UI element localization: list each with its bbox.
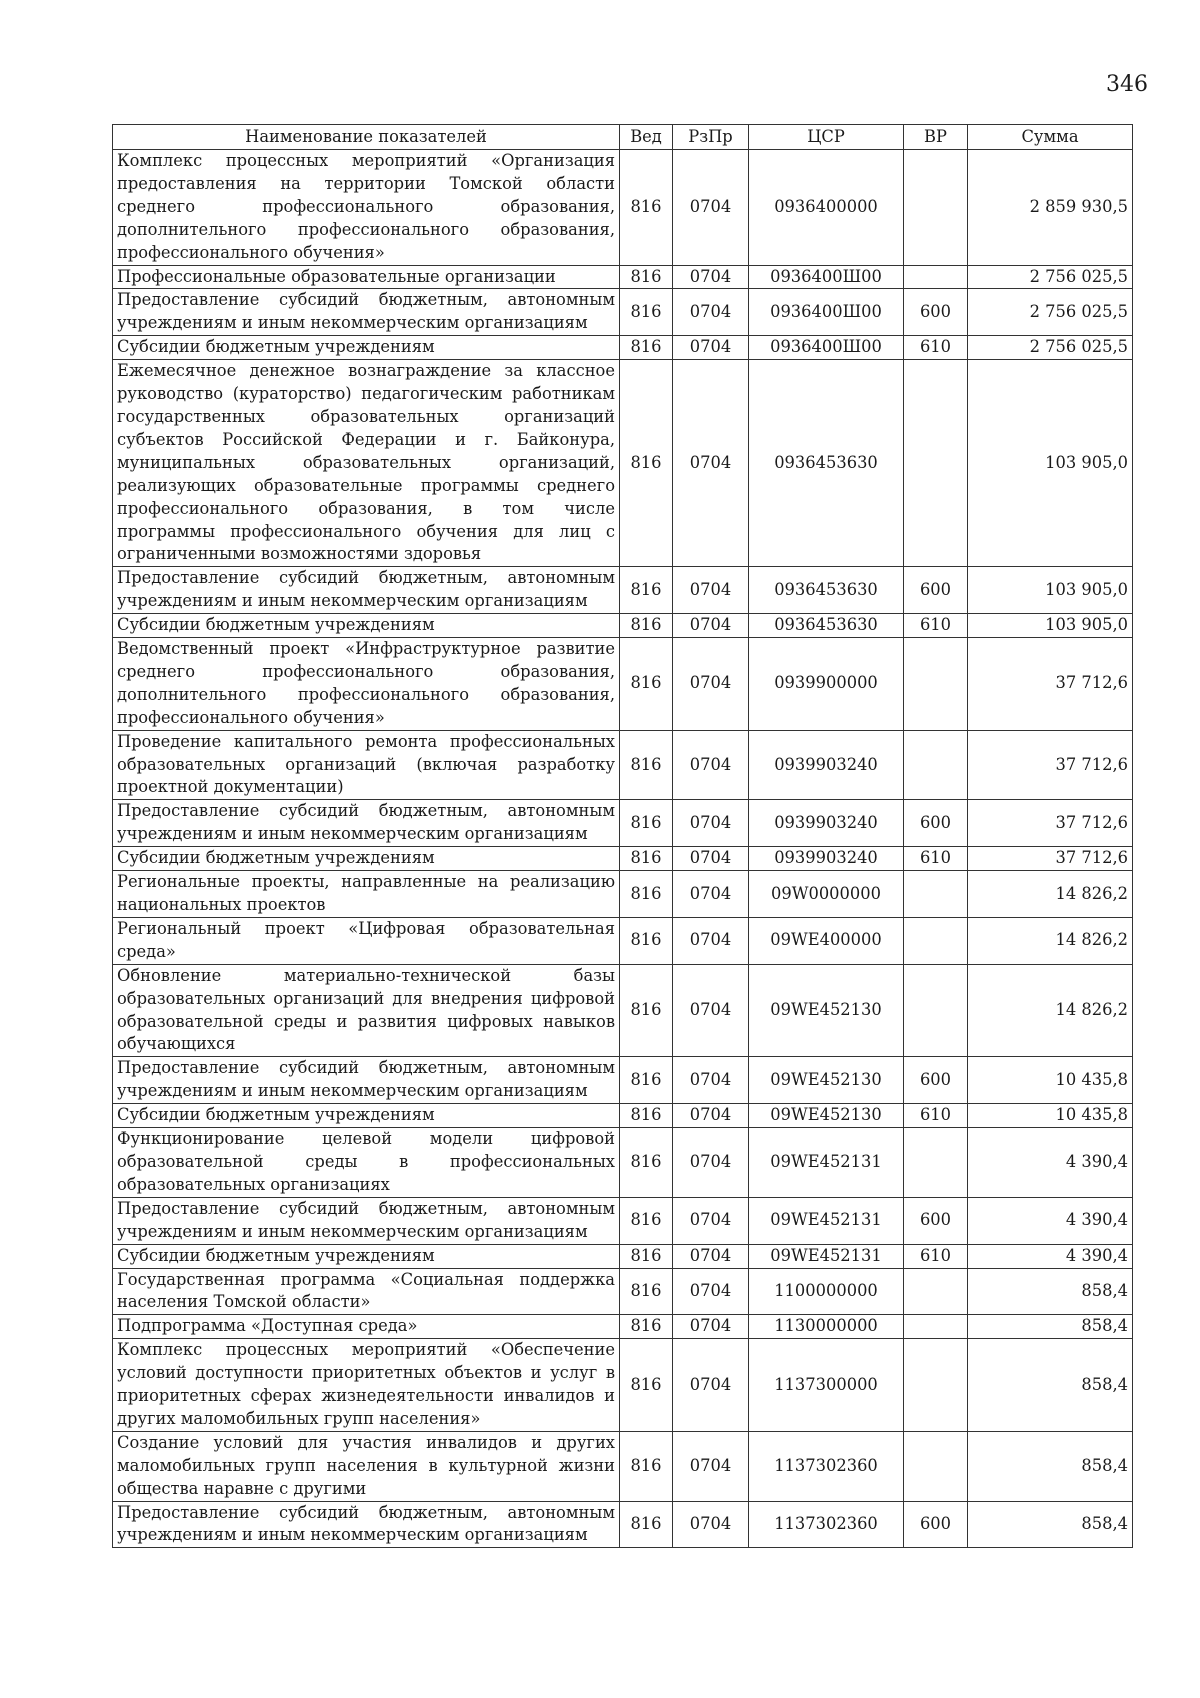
cell-ved: 816: [620, 1128, 673, 1198]
cell-ved: 816: [620, 289, 673, 336]
cell-vr: [904, 1339, 968, 1432]
cell-ved: 816: [620, 1244, 673, 1268]
cell-vr: 610: [904, 336, 968, 360]
cell-csr: 1137302360: [749, 1501, 904, 1548]
cell-vr: [904, 265, 968, 289]
cell-sum: 10 435,8: [968, 1104, 1133, 1128]
cell-rzpr: 0704: [673, 150, 749, 266]
cell-vr: [904, 1431, 968, 1501]
cell-rzpr: 0704: [673, 336, 749, 360]
cell-rzpr: 0704: [673, 964, 749, 1057]
cell-rzpr: 0704: [673, 730, 749, 800]
cell-sum: 103 905,0: [968, 360, 1133, 567]
table-row: [113, 336, 1133, 360]
cell-name: Ежемесячное денежное вознаграждение за классное руководство (кураторство) педагогическим работникам государственных образовательных организаций субъектов Российской Федерации и г. Байконура, муниципальных образовательных организаций, реализующих образовательные программы среднего профессионального образования, в том числе программы профессионального обучения для лиц с ограниченными возможностями здоровья: [113, 360, 620, 567]
table-row: [113, 730, 1133, 800]
cell-csr: 1100000000: [749, 1268, 904, 1315]
cell-vr: [904, 150, 968, 266]
cell-sum: 4 390,4: [968, 1197, 1133, 1244]
table-row: [113, 1244, 1133, 1268]
cell-name: Субсидии бюджетным учреждениям: [113, 614, 620, 638]
cell-sum: 2 756 025,5: [968, 336, 1133, 360]
cell-name: Проведение капитального ремонта профессиональных образовательных организаций (включая разработку проектной документации): [113, 730, 620, 800]
cell-csr: 0936453630: [749, 614, 904, 638]
cell-sum: 858,4: [968, 1315, 1133, 1339]
cell-rzpr: 0704: [673, 800, 749, 847]
table-row: [113, 1315, 1133, 1339]
cell-sum: 2 859 930,5: [968, 150, 1133, 266]
cell-sum: 4 390,4: [968, 1128, 1133, 1198]
cell-sum: 37 712,6: [968, 730, 1133, 800]
cell-vr: [904, 1268, 968, 1315]
cell-vr: [904, 638, 968, 731]
cell-csr: 0936453630: [749, 567, 904, 614]
page-number: 346: [1106, 72, 1148, 97]
cell-rzpr: 0704: [673, 1339, 749, 1432]
cell-sum: 103 905,0: [968, 614, 1133, 638]
cell-sum: 2 756 025,5: [968, 265, 1133, 289]
cell-name: Создание условий для участия инвалидов и других маломобильных групп населения в культурной жизни общества наравне с другими: [113, 1431, 620, 1501]
table-row: [113, 265, 1133, 289]
cell-csr: 1137300000: [749, 1339, 904, 1432]
cell-rzpr: 0704: [673, 1244, 749, 1268]
cell-name: Комплекс процессных мероприятий «Организация предоставления на территории Томской области среднего профессионального образования, дополнительного профессионального образования, профессионального обучения»: [113, 150, 620, 266]
cell-name: Субсидии бюджетным учреждениям: [113, 1244, 620, 1268]
table-row: [113, 567, 1133, 614]
cell-ved: 816: [620, 917, 673, 964]
table-row: [113, 1268, 1133, 1315]
cell-csr: 0939903240: [749, 800, 904, 847]
header-csr: ЦСР: [749, 125, 904, 150]
cell-csr: 09WE452130: [749, 1057, 904, 1104]
cell-name: Комплекс процессных мероприятий «Обеспечение условий доступности приоритетных объектов и услуг в приоритетных сферах жизнедеятельности инвалидов и других маломобильных групп населения»: [113, 1339, 620, 1432]
table-row: [113, 1431, 1133, 1501]
cell-name: Региональный проект «Цифровая образовательная среда»: [113, 917, 620, 964]
cell-vr: 600: [904, 567, 968, 614]
cell-vr: 600: [904, 800, 968, 847]
cell-csr: 0936400000: [749, 150, 904, 266]
budget-table: [112, 124, 1133, 1548]
cell-ved: 816: [620, 150, 673, 266]
cell-vr: 610: [904, 1104, 968, 1128]
cell-rzpr: 0704: [673, 360, 749, 567]
cell-csr: 0939900000: [749, 638, 904, 731]
cell-sum: 858,4: [968, 1339, 1133, 1432]
cell-ved: 816: [620, 1339, 673, 1432]
cell-name: Предоставление субсидий бюджетным, автономным учреждениям и иным некоммерческим организациям: [113, 1057, 620, 1104]
cell-ved: 816: [620, 1197, 673, 1244]
cell-ved: 816: [620, 847, 673, 871]
cell-ved: 816: [620, 1315, 673, 1339]
cell-rzpr: 0704: [673, 1315, 749, 1339]
table-row: [113, 1197, 1133, 1244]
cell-csr: 09WE452130: [749, 1104, 904, 1128]
header-vr: ВР: [904, 125, 968, 150]
cell-sum: 14 826,2: [968, 917, 1133, 964]
cell-ved: 816: [620, 265, 673, 289]
header-ved: Вед: [620, 125, 673, 150]
cell-name: Предоставление субсидий бюджетным, автономным учреждениям и иным некоммерческим организациям: [113, 567, 620, 614]
cell-csr: 09WE452130: [749, 964, 904, 1057]
cell-csr: 0936453630: [749, 360, 904, 567]
cell-vr: 600: [904, 1501, 968, 1548]
cell-vr: 610: [904, 614, 968, 638]
cell-vr: 610: [904, 847, 968, 871]
cell-ved: 816: [620, 871, 673, 918]
cell-ved: 816: [620, 360, 673, 567]
cell-ved: 816: [620, 964, 673, 1057]
cell-rzpr: 0704: [673, 289, 749, 336]
cell-sum: 37 712,6: [968, 847, 1133, 871]
cell-name: Обновление материально-технической базы образовательных организаций для внедрения цифровой образовательной среды и развития цифровых навыков обучающихся: [113, 964, 620, 1057]
cell-sum: 2 756 025,5: [968, 289, 1133, 336]
cell-name: Предоставление субсидий бюджетным, автономным учреждениям и иным некоммерческим организациям: [113, 800, 620, 847]
cell-sum: 103 905,0: [968, 567, 1133, 614]
cell-rzpr: 0704: [673, 1268, 749, 1315]
cell-csr: 1137302360: [749, 1431, 904, 1501]
cell-name: Профессиональные образовательные организации: [113, 265, 620, 289]
cell-csr: 09WE452131: [749, 1197, 904, 1244]
table-row: [113, 917, 1133, 964]
cell-rzpr: 0704: [673, 871, 749, 918]
header-rzpr: РзПр: [673, 125, 749, 150]
cell-sum: 37 712,6: [968, 800, 1133, 847]
cell-ved: 816: [620, 1501, 673, 1548]
cell-name: Ведомственный проект «Инфраструктурное развитие среднего профессионального образования, дополнительного профессионального образования, профессионального обучения»: [113, 638, 620, 731]
table-row: [113, 1339, 1133, 1432]
cell-csr: 1130000000: [749, 1315, 904, 1339]
cell-name: Подпрограмма «Доступная среда»: [113, 1315, 620, 1339]
cell-vr: [904, 871, 968, 918]
cell-ved: 816: [620, 1268, 673, 1315]
cell-ved: 816: [620, 614, 673, 638]
table-row: [113, 1057, 1133, 1104]
cell-vr: 600: [904, 1197, 968, 1244]
cell-ved: 816: [620, 1104, 673, 1128]
table-row: [113, 1104, 1133, 1128]
cell-csr: 0939903240: [749, 847, 904, 871]
table-header-row: [113, 125, 1133, 150]
table-row: [113, 638, 1133, 731]
cell-sum: 14 826,2: [968, 871, 1133, 918]
cell-name: Региональные проекты, направленные на реализацию национальных проектов: [113, 871, 620, 918]
cell-name: Субсидии бюджетным учреждениям: [113, 1104, 620, 1128]
cell-rzpr: 0704: [673, 917, 749, 964]
cell-vr: 610: [904, 1244, 968, 1268]
cell-name: Субсидии бюджетным учреждениям: [113, 336, 620, 360]
cell-csr: 0939903240: [749, 730, 904, 800]
cell-rzpr: 0704: [673, 1501, 749, 1548]
header-sum: Сумма: [968, 125, 1133, 150]
table-row: [113, 289, 1133, 336]
cell-name: Государственная программа «Социальная поддержка населения Томской области»: [113, 1268, 620, 1315]
cell-ved: 816: [620, 800, 673, 847]
cell-ved: 816: [620, 1431, 673, 1501]
cell-name: Предоставление субсидий бюджетным, автономным учреждениям и иным некоммерческим организациям: [113, 1197, 620, 1244]
cell-rzpr: 0704: [673, 1431, 749, 1501]
table-row: [113, 614, 1133, 638]
cell-sum: 10 435,8: [968, 1057, 1133, 1104]
cell-sum: 858,4: [968, 1501, 1133, 1548]
cell-ved: 816: [620, 1057, 673, 1104]
table-row: [113, 871, 1133, 918]
cell-rzpr: 0704: [673, 847, 749, 871]
cell-vr: 600: [904, 1057, 968, 1104]
cell-sum: 4 390,4: [968, 1244, 1133, 1268]
cell-rzpr: 0704: [673, 567, 749, 614]
cell-vr: [904, 964, 968, 1057]
table-row: [113, 964, 1133, 1057]
cell-name: Субсидии бюджетным учреждениям: [113, 847, 620, 871]
cell-csr: 0936400Ш00: [749, 336, 904, 360]
table-row: [113, 1128, 1133, 1198]
cell-rzpr: 0704: [673, 1128, 749, 1198]
cell-ved: 816: [620, 730, 673, 800]
cell-sum: 14 826,2: [968, 964, 1133, 1057]
cell-vr: [904, 730, 968, 800]
cell-ved: 816: [620, 638, 673, 731]
table-row: [113, 800, 1133, 847]
table-body: [113, 150, 1133, 1548]
cell-rzpr: 0704: [673, 614, 749, 638]
cell-csr: 09WE452131: [749, 1244, 904, 1268]
cell-name: Предоставление субсидий бюджетным, автономным учреждениям и иным некоммерческим организациям: [113, 1501, 620, 1548]
table-row: [113, 847, 1133, 871]
cell-csr: 0936400Ш00: [749, 265, 904, 289]
cell-sum: 858,4: [968, 1268, 1133, 1315]
cell-rzpr: 0704: [673, 1104, 749, 1128]
table-row: [113, 360, 1133, 567]
cell-vr: 600: [904, 289, 968, 336]
header-name: Наименование показателей: [113, 125, 620, 150]
cell-vr: [904, 1315, 968, 1339]
cell-ved: 816: [620, 567, 673, 614]
cell-csr: 09W0000000: [749, 871, 904, 918]
cell-vr: [904, 1128, 968, 1198]
cell-rzpr: 0704: [673, 1057, 749, 1104]
cell-rzpr: 0704: [673, 265, 749, 289]
cell-csr: 0936400Ш00: [749, 289, 904, 336]
table-row: [113, 1501, 1133, 1548]
cell-name: Предоставление субсидий бюджетным, автономным учреждениям и иным некоммерческим организациям: [113, 289, 620, 336]
cell-rzpr: 0704: [673, 1197, 749, 1244]
cell-vr: [904, 360, 968, 567]
cell-csr: 09WE400000: [749, 917, 904, 964]
table-row: [113, 150, 1133, 266]
cell-sum: 858,4: [968, 1431, 1133, 1501]
cell-rzpr: 0704: [673, 638, 749, 731]
cell-ved: 816: [620, 336, 673, 360]
cell-vr: [904, 917, 968, 964]
cell-name: Функционирование целевой модели цифровой образовательной среды в профессиональных образовательных организациях: [113, 1128, 620, 1198]
cell-csr: 09WE452131: [749, 1128, 904, 1198]
cell-sum: 37 712,6: [968, 638, 1133, 731]
